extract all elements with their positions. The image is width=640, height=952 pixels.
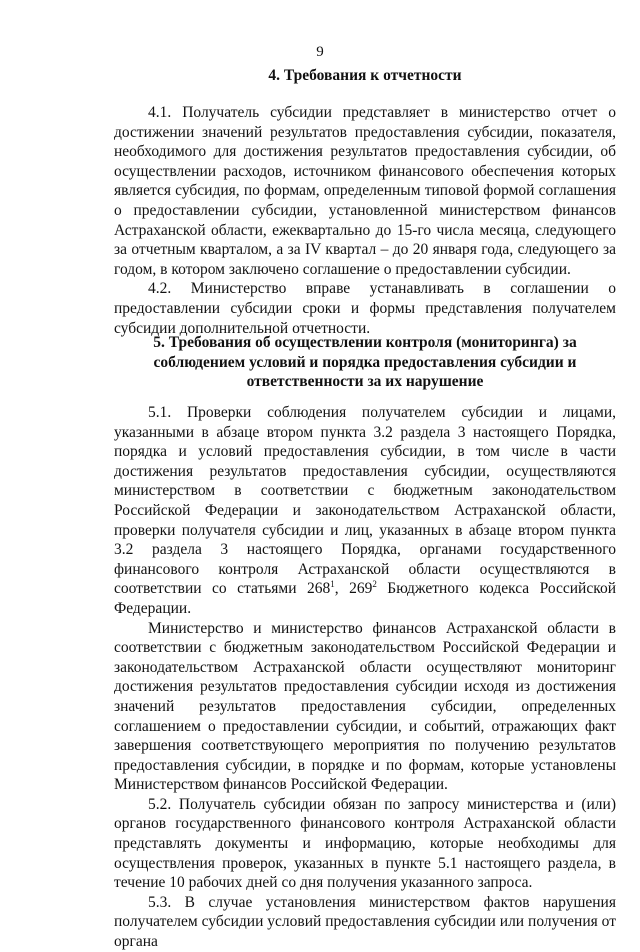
section-5-heading: 5. Требования об осуществлении контроля (мониторинга) за соблюдением условий и порядка предоставления субсидии и ответственности за их нарушение xyxy=(153,334,577,390)
paragraph-5-1 xyxy=(114,403,616,619)
paragraph-5-1-separator: , 269 xyxy=(334,580,373,598)
paragraph-5-1-monitoring: Министерство и министерство финансов Астраханской области в соответствии с бюджетным законодательством Российской Федерации и законодательством Астраханской области осуществляют мониторинг достижения результатов предоставления субсидии исходя из достижения значений результатов предоставления субсидии, определенных соглашением о предоставлении субсидии, и событий, отражающих факт завершения соответствующего мероприятия по получению результатов предоставления субсидии, в порядке и по формам, которые установлены Министерством финансов Российской Федерации. xyxy=(114,619,616,794)
paragraph-5-3: 5.3. В случае установления министерством фактов нарушения получателем субсидии условий предоставления субсидии или получения от органа xyxy=(114,893,616,951)
paragraph-5-1-end: Бюджетного кодекса Российской Федерации. xyxy=(114,580,617,617)
section-4-heading: 4. Требования к отчетности xyxy=(268,67,462,84)
paragraph-5-1-text: 5.1. Проверки соблюдения получателем субсидии и лицами, указанными в абзаце втором пункта 3.2 раздела 3 настоящего Порядка, порядка и условий предоставления субсидии, в том числе в части достижения результатов предоставления субсидии, осуществляются министерством в соответствии с бюджетным законодательством Российской Федерации и законодательством Астраханской области, проверки получателя субсидии и лиц, указанных в абзаце втором пункта 3.2 раздела 3 настоящего Порядка, органами государственного финансового контроля Астраханской области осуществляются в соответствии со статьями 268 xyxy=(114,404,616,598)
paragraph-4-2: 4.2. Министерство вправе устанавливать в соглашении о предоставлении субсидии сроки и формы представления получателем субсидии дополнительной отчетности. xyxy=(114,280,616,337)
section-5-body xyxy=(114,403,616,952)
paragraph-4-1: 4.1. Получатель субсидии представляет в министерство отчет о достижении значений результатов предоставления субсидии, показателя, необходимого для достижения результатов предоставления субсидии, об осуществлении расходов, источником финансового обеспечения которых является субсидия, по формам, определенным типовой формой соглашения о предоставлении субсидии, установленной министерством финансов Астраханской области, ежеквартально до 15-го числа месяца, следующего за отчетным кварталом, а за IV квартал – до 20 января года, следующего за годом, в котором заключено соглашение о предоставлении субсидии. xyxy=(114,104,616,278)
superscript-1: 1 xyxy=(330,579,335,590)
superscript-2: 2 xyxy=(372,579,377,590)
section-4-body xyxy=(114,103,616,338)
paragraph-5-2: 5.2. Получатель субсидии обязан по запросу министерства и (или) органов государственного финансового контроля Астраханской области представлять документы и информацию, которые необходимы для осуществления проверок, указанных в пункте 5.1 настоящего раздела, в течение 10 рабочих дней со дня получения указанного запроса. xyxy=(114,795,616,892)
page-number: 9 xyxy=(316,44,324,60)
